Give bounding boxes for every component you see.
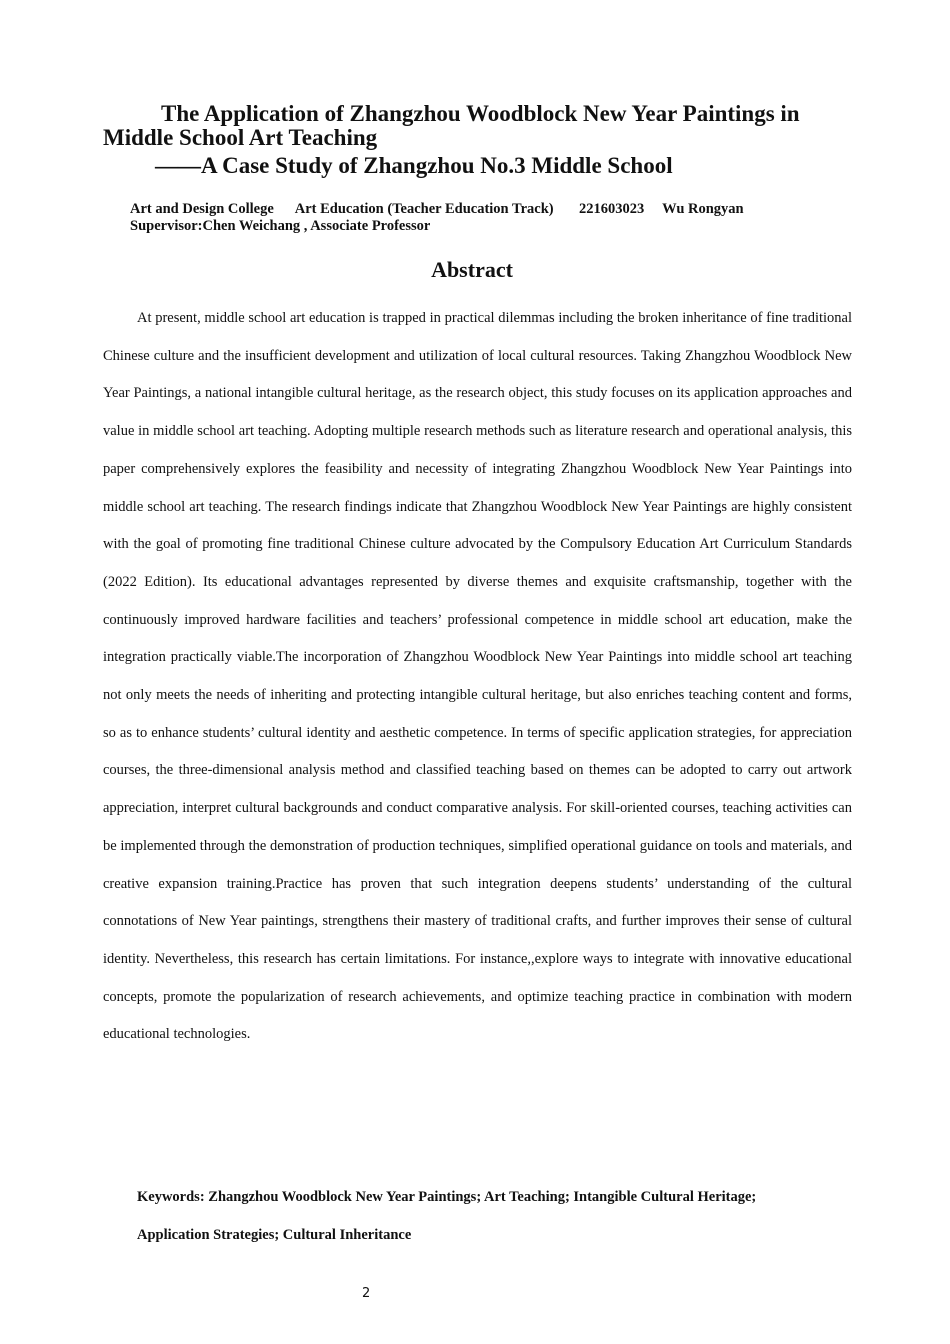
abstract-heading: Abstract [431,257,513,282]
abstract-body: At present, middle school art education is trapped in practical dilemmas including the broken inheritance of fine traditional Chinese culture and the insufficient development and utilization of local cultural resources. Taking Zhangzhou Woodblock New Year Paintings, a national intangible cultural heritage, as the research object, this study focuses on its application approaches and value in middle school art teaching. Adopting multiple research methods such as literature research and operational analysis, this paper comprehensively explores the feasibility and necessity of integrating Zhangzhou Woodblock New Year Paintings into middle school art teaching. The research findings indicate that Zhangzhou Woodblock New Year Paintings are highly consistent with the goal of promoting fine traditional Chinese culture advocated by the Compulsory Education Art Curriculum Standards (2022 Edition). Its educational advantages represented by diverse themes and exquisite craftsmanship, together with the continuously improved hardware facilities and teachers’ professional competence in middle school art education, make the integration practically viable.The incorporation of Zhangzhou Woodblock New Year Paintings into middle school art teaching not only meets the needs of inheriting and protecting intangible cultural heritage, but also enriches teaching content and forms, so as to enhance students’ cultural identity and aesthetic competence. In terms of specific application strategies, for appreciation courses, the three-dimensional analysis method and classified teaching based on themes can be adopted to carry out artwork appreciation, interpret cultural backgrounds and conduct comparative analysis. For skill-oriented courses, teaching activities can be implemented through the demonstration of production techniques, simplified operational guidance on tools and materials, and creative expansion training.Practice has proven that such integration deepens students’ understanding of the cultural connotations of New Year paintings, strengthens their mastery of traditional crafts, and further improves their sense of cultural identity. Nevertheless, this research has certain limitations. For instance,,explore ways to integrate with innovative educational concepts, promote the popularization of research achievements, and optimize teaching practice in combination with modern educational technologies. [103,310,852,1043]
page-number: 2 [362,1286,371,1301]
paper-title: The Application of Zhangzhou Woodblock New Year Paintings in Middle School Art Teaching [103,101,800,150]
author-info: Art and Design College Art Education (Teacher Education Track) 221603023 Wu Rongyan Supervisor:Chen Weichang , Associate Professor [130,201,780,234]
paper-subtitle: ——A Case Study of Zhangzhou No.3 Middle School [155,153,673,178]
keywords: Keywords: Zhangzhou Woodblock New Year Paintings; Art Teaching; Intangible Cultural Heritage; Application Strategies; Cultural Inheritance [137,1189,757,1243]
